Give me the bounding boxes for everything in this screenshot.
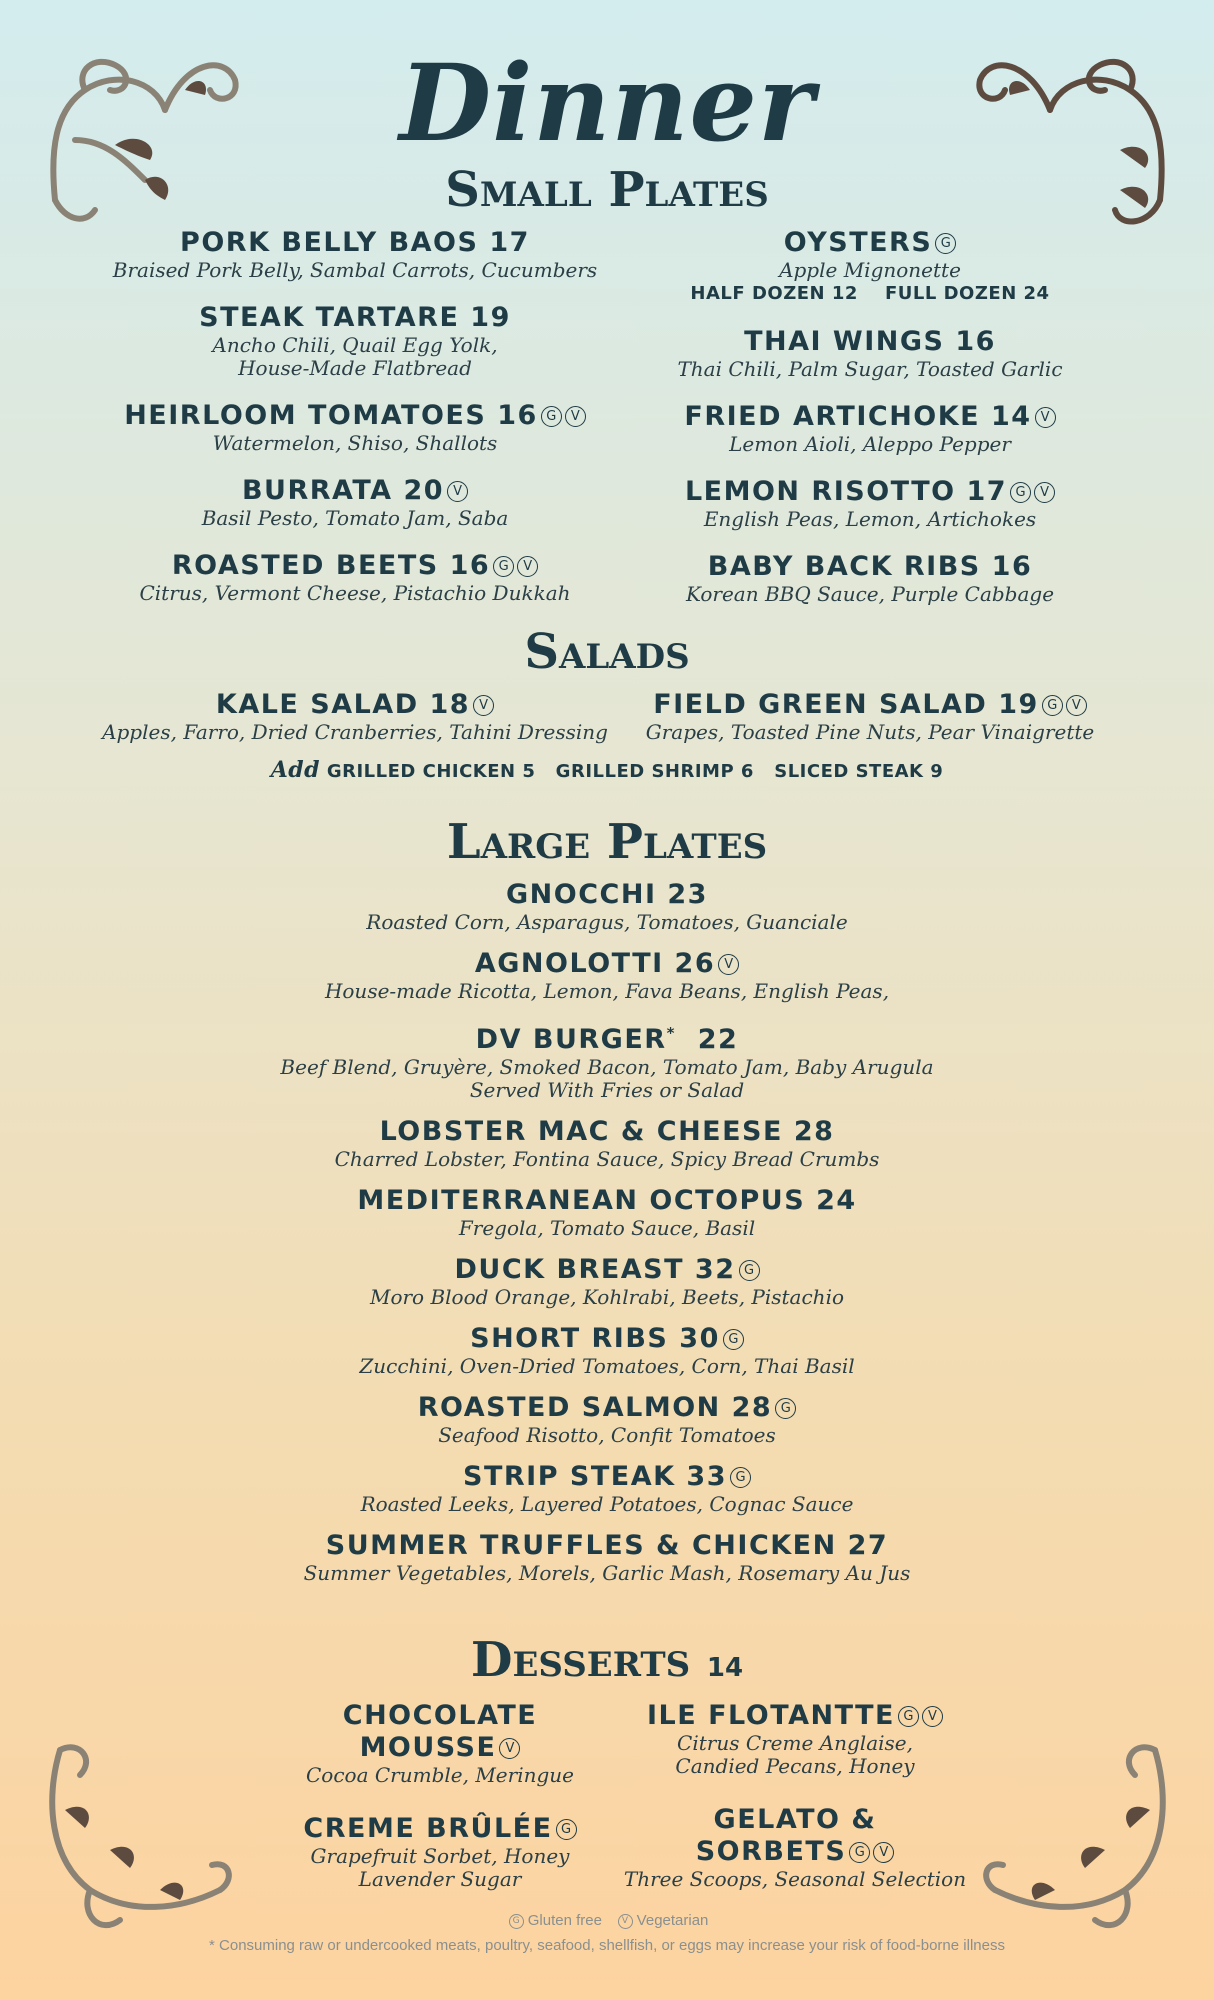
item-name-text: PORK BELLY BAOS 17 [180,227,530,258]
item-name-text: ROASTED BEETS 16 [171,550,491,581]
vegetarian-badge: V [922,1706,943,1727]
menu-item [610,551,1130,606]
menu-item-description: Ancho Chili, Quail Egg Yolk, [212,333,498,357]
menu-item-name [0,1254,1214,1286]
item-name-text: BABY BACK RIBS 16 [707,551,1033,582]
small-plates-right [610,227,1130,626]
gluten-free-badge: G [723,1329,744,1350]
gluten-free-badge: G [1042,695,1063,716]
menu-item-description: Watermelon, Shiso, Shallots [212,431,498,455]
menu-item-name [100,475,610,507]
gluten-free-badge: G [739,1260,760,1281]
menu-item [100,550,610,605]
menu-item [610,689,1130,744]
item-price: 22 [675,1024,739,1055]
menu-item [0,1254,1214,1309]
item-name-text: ROASTED SALMON 28 [417,1392,773,1423]
menu-item [0,879,1214,934]
menu-item [100,400,610,455]
menu-item-name [610,1700,980,1732]
menu-item-description: Basil Pesto, Tomato Jam, Saba [201,506,509,530]
gluten-free-badge: G [493,556,514,577]
menu-item-name [610,326,1130,358]
menu-item-description: Summer Vegetables, Morels, Garlic Mash, Rosemary Au Jus [303,1561,911,1585]
menu-item [610,476,1130,531]
footnote-marker: * [666,1024,676,1042]
desserts-left [270,1700,610,1917]
menu-item-name [610,1804,980,1868]
menu-item [100,302,610,380]
menu-item [100,689,610,744]
menu-item-name [100,689,610,721]
menu-item [0,948,1214,1003]
menu-item-name [270,1813,610,1845]
menu-item [0,1017,1214,1102]
gluten-free-badge: G [849,1842,870,1863]
menu-item [270,1813,610,1891]
menu-item-description: Citrus Creme Anglaise, [677,1731,913,1755]
menu-item-description: Grapefruit Sorbet, Honey [310,1844,570,1868]
vegetarian-badge: V [873,1842,894,1863]
item-name-text: CREME BRÛLÉE [303,1813,553,1844]
item-name-text: MEDITERRANEAN OCTOPUS 24 [357,1185,857,1216]
item-name-text: GNOCCHI 23 [506,879,708,910]
menu-item [0,1185,1214,1240]
menu-item-name [610,227,1130,259]
item-name-text: AGNOLOTTI 26 [474,948,716,979]
menu-item [0,1323,1214,1378]
menu-item-description: Moro Blood Orange, Kohlrabi, Beets, Pistachio [369,1285,845,1309]
menu-item [610,401,1130,456]
vegetarian-badge: V [618,1914,633,1929]
menu-item-name [100,227,610,259]
item-name-text: CHOCOLATE MOUSSE [342,1700,538,1763]
item-name-text: THAI WINGS 16 [744,326,996,357]
corner-ornament-bottom-right [975,1740,1175,1940]
section-desserts [0,1632,1214,1696]
footnote: * Consuming raw or undercooked meats, poultry, seafood, shellfish, or eggs may increase your risk of food-borne illness [209,1937,1005,1954]
vegetarian-badge: V [718,954,739,975]
menu-item-description: Beef Blend, Gruyère, Smoked Bacon, Tomato Jam, Baby Arugula [280,1055,934,1079]
item-name-text: FRIED ARTICHOKE 14 [684,401,1032,432]
gluten-free-badge: G [935,233,956,254]
menu-item-name [610,401,1130,433]
menu-item-description: House-Made Flatbread [238,356,472,380]
menu-item-description: Braised Pork Belly, Sambal Carrots, Cucumbers [112,258,598,282]
menu-item [610,1700,980,1778]
menu-item-description: Lemon Aioli, Aleppo Pepper [729,432,1011,456]
menu-item-description: Roasted Leeks, Layered Potatoes, Cognac Sauce [360,1492,854,1516]
menu-item-name [100,302,610,334]
menu-item-name [0,1392,1214,1424]
menu-item-name [0,1185,1214,1217]
vegetarian-badge: V [473,695,494,716]
menu-item-description: Citrus, Vermont Cheese, Pistachio Dukkah [139,581,571,605]
menu-item [0,1461,1214,1516]
vegetarian-label: Vegetarian [636,1912,709,1929]
item-name-text: DUCK BREAST 32 [454,1254,736,1285]
vegetarian-badge: V [517,556,538,577]
gluten-free-badge: G [730,1467,751,1488]
menu-item-description: Apples, Farro, Dried Cranberries, Tahini Dressing [102,720,608,744]
menu-item-name [0,1530,1214,1562]
desserts-heading: Desserts [470,1632,691,1688]
desserts-right [610,1700,980,1917]
menu-item-description: Lavender Sugar [358,1867,522,1891]
menu-item-description: Three Scoops, Seasonal Selection [623,1867,967,1891]
item-name-text: LEMON RISOTTO 17 [684,476,1008,507]
menu-item-name [610,476,1130,508]
menu-item [610,326,1130,381]
menu-item [100,227,610,282]
gluten-free-badge: G [556,1819,577,1840]
menu-item-description: English Peas, Lemon, Artichokes [703,507,1037,531]
menu-item-description: Charred Lobster, Fontina Sauce, Spicy Bread Crumbs [334,1147,880,1171]
menu-item-description: Grapes, Toasted Pine Nuts, Pear Vinaigrette [645,720,1095,744]
item-name-text: DV BURGER [475,1024,667,1055]
item-name-text: FIELD GREEN SALAD 19 [653,689,1039,720]
menu-item-name [610,689,1130,721]
salads-left [100,689,610,764]
section-salads: Salads [524,624,690,680]
item-name-text: SHORT RIBS 30 [470,1323,720,1354]
item-name-text: GELATO & SORBETS [695,1804,877,1867]
item-name-text: ILE FLOTANTTE [647,1700,895,1731]
vegetarian-badge: V [447,481,468,502]
menu-item-description: Apple Mignonette [779,258,961,282]
menu-item-name [0,879,1214,911]
vegetarian-badge: V [499,1738,520,1759]
menu-item-name [0,1323,1214,1355]
menu-item [0,1530,1214,1585]
menu-item-name [610,551,1130,583]
item-name-text: STEAK TARTARE 19 [199,302,511,333]
item-name-text: LOBSTER MAC & CHEESE 28 [379,1116,835,1147]
vegetarian-badge: V [565,406,586,427]
menu-item [610,227,1130,306]
dietary-legend [0,1912,1214,1929]
vegetarian-badge: V [1034,482,1055,503]
item-name-text: OYSTERS [783,227,933,258]
menu-title: Dinner [399,40,815,165]
menu-item-description: Seafood Risotto, Confit Tomatoes [438,1423,776,1447]
menu-item-name [270,1700,610,1764]
menu-item-name [0,1461,1214,1493]
corner-ornament-bottom-left [40,1740,240,1940]
vegetarian-badge: V [1066,695,1087,716]
salad-addons [0,757,1214,783]
large-plates-list [0,879,1214,1599]
menu-item-name [0,1017,1214,1056]
small-plates-left [100,227,610,625]
gluten-free-badge: G [541,406,562,427]
menu-item-portions: HALF DOZEN 12 FULL DOZEN 24 [690,283,1050,304]
addon-items: GRILLED CHICKEN 5 GRILLED SHRIMP 6 SLICED STEAK 9 [326,761,944,782]
menu-item-description: Thai Chili, Palm Sugar, Toasted Garlic [677,357,1063,381]
menu-item-description: Fregola, Tomato Sauce, Basil [458,1216,756,1240]
desserts-price: 14 [706,1653,744,1683]
menu-item-description: House-made Ricotta, Lemon, Fava Beans, English Peas, [324,979,890,1003]
menu-item [100,475,610,530]
menu-item-description: Served With Fries or Salad [469,1078,745,1102]
gluten-free-badge: G [1010,482,1031,503]
vegetarian-badge: V [1035,407,1056,428]
menu-item [0,1392,1214,1447]
menu-item-description: Candied Pecans, Honey [675,1754,915,1778]
menu-item [0,1116,1214,1171]
section-large-plates: Large Plates [446,814,768,870]
section-small-plates: Small Plates [445,162,769,218]
item-name-text: KALE SALAD 18 [215,689,471,720]
gluten-free-badge: G [898,1706,919,1727]
menu-item-description: Korean BBQ Sauce, Purple Cabbage [685,582,1055,606]
item-name-text: SUMMER TRUFFLES & CHICKEN 27 [325,1530,889,1561]
gluten-free-label: Gluten free [527,1912,602,1929]
menu-item-name [0,948,1214,980]
menu-item-name [100,400,610,432]
menu-item [270,1700,610,1787]
gluten-free-badge: G [509,1914,524,1929]
menu-item-name [0,1116,1214,1148]
gluten-free-badge: G [775,1398,796,1419]
item-name-text: STRIP STEAK 33 [463,1461,727,1492]
item-name-text: BURRATA 20 [241,475,445,506]
menu-item-description: Roasted Corn, Asparagus, Tomatoes, Guanciale [366,910,848,934]
item-name-text: HEIRLOOM TOMATOES 16 [124,400,538,431]
menu-item-description: Zucchini, Oven-Dried Tomatoes, Corn, Thai Basil [359,1354,855,1378]
menu-item-name [100,550,610,582]
menu-item [610,1804,980,1891]
salads-right [610,689,1130,764]
addon-label: Add [270,757,321,783]
menu-item-description: Cocoa Crumble, Meringue [306,1763,574,1787]
